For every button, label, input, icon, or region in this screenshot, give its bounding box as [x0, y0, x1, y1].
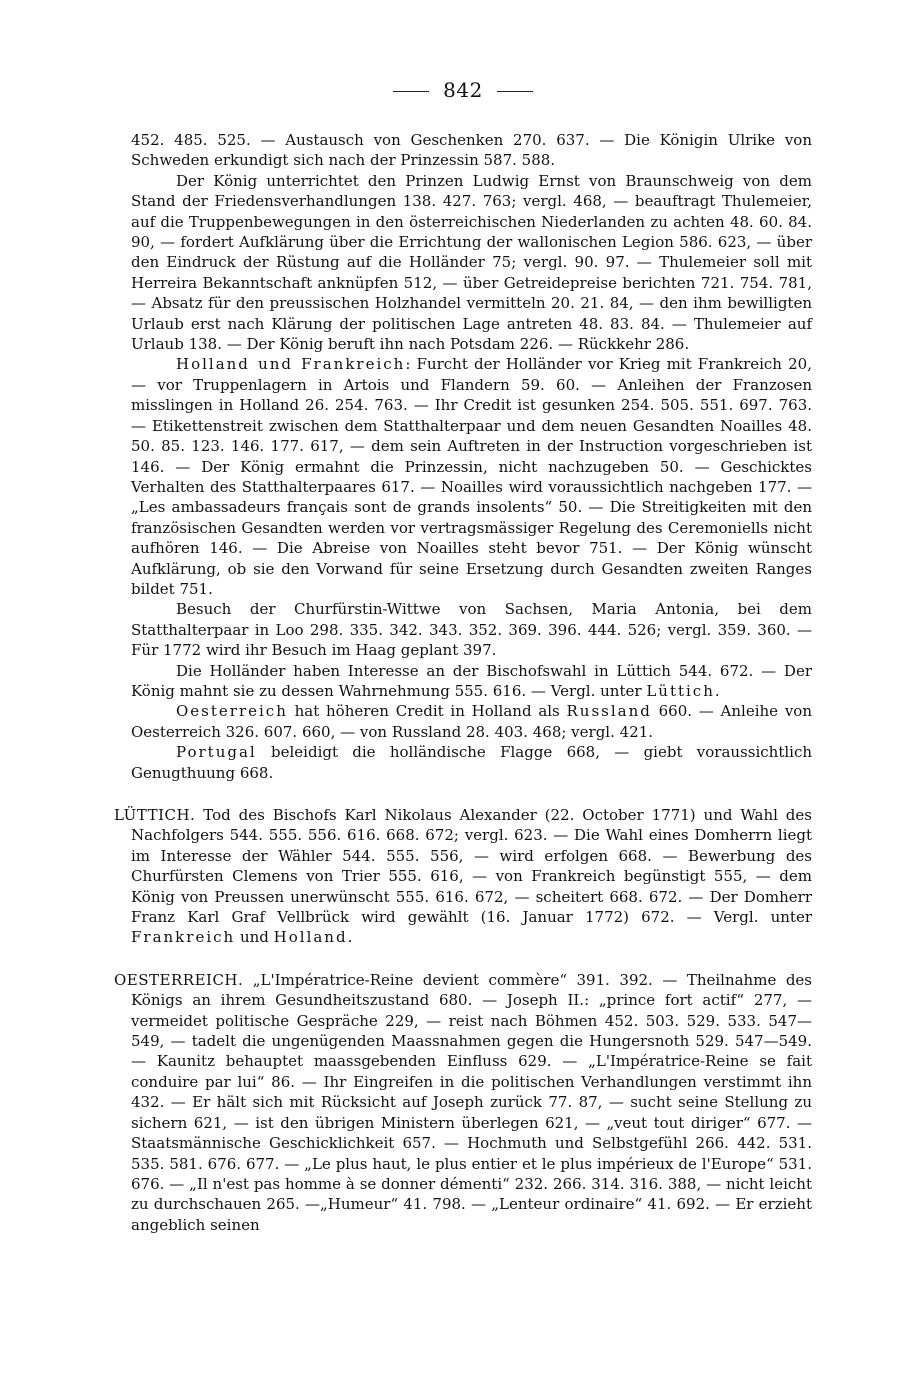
subheading-spaced: Portugal — [176, 743, 257, 762]
paragraph-text: . — [714, 681, 720, 700]
paragraph-text: Die Holländer haben Interesse an der Bischofswahl in Lüttich 544. 672. — Der König mahnt sie zu dessen Wahrnehmung 555. 616. — Vergl. unter — [131, 661, 812, 700]
paragraph — [114, 742, 812, 783]
book-page — [114, 78, 812, 1257]
paragraph — [114, 701, 812, 742]
cross-reference: Frankreich — [131, 928, 236, 947]
paragraph-text: Besuch der Churfürstin-Wittwe von Sachsen, Maria Antonia, bei dem Statthalterpaar in Loo 298. 335. 342. 343. 352. 369. 396. 444. 526; vergl. 359. 360. — Für 1772 wird ihr Besuch im Haag geplant 397. — [131, 600, 812, 660]
subheading-spaced: Oesterreich — [176, 702, 288, 721]
paragraph — [114, 171, 812, 355]
index-entry-holland-continued — [114, 130, 812, 783]
paragraph-text: 660. — Anleihe von Oesterreich 326. 607. 660, — von Russland 28. 403. 468; vergl. 421. — [131, 702, 812, 741]
paragraph-text: „L'Impératrice-Reine devient commère“ 391. 392. — Theilnahme des Königs an ihrem Gesundheitszustand 680. — Joseph II.: „prince fort actif“ 277, — vermeidet politische Gespräche 229, — reist nach Böhmen 452. 503. 529. 533. 547—549, — tadelt die ungenügenden Maassnahmen gegen die Hungersnoth 529. 547—549. — Kaunitz behauptet maassgebenden Einfluss 629. — „L'Impératrice-Reine se fait conduire par lui“ 86. — Ihr Eingreifen in die politischen Verhandlungen verstimmt ihn 432. — Er hält sich mit Rücksicht auf Joseph zurück 77. 87, — sucht seine Stellung zu sichern 621, — ist den übrigen Ministern überlegen 621, — „veut tout diriger“ 677. — Staatsmännische Geschicklichkeit 657. — Hochmuth und Selbstgefühl 266. 442. 531. 535. 581. 676. 677. — „Le plus haut, le plus entier et le plus impérieux de l'Europe“ 531. 676. — „Il n'est pas homme à se donner démenti“ 232. 266. 314. 316. 388, — nicht leicht zu durchschauen 265. —„Humeur“ 41. 798. — „Lenteur ordinaire“ 41. 692. — Er erzieht angeblich seinen — [131, 970, 812, 1234]
header-rule-left — [393, 91, 429, 92]
paragraph-text: beleidigt die holländische Flagge 668, — giebt voraussichtlich Genugthuung 668. — [131, 743, 812, 782]
cross-reference: Holland — [273, 928, 348, 947]
paragraph — [114, 599, 812, 660]
paragraph-text: und — [235, 928, 274, 947]
paragraph-text: Der König unterrichtet den Prinzen Ludwig Ernst von Braunschweig von dem Stand der Friedensverhandlungen 138. 427. 763; vergl. 468, — beauftragt Thulemeier, auf die Truppenbewegungen in den österreichischen Niederlanden zu achten 48. 60. 84. 90, — fordert Aufklärung über die Errichtung der wallonischen Legion 586. 623, — über den Eindruck der Rüstung auf die Holländer 75; vergl. 90. 97. — Thulemeier soll mit Herreira Bekanntschaft anknüpfen 512, — über Getreidepreise berichten 721. 754. 781, — Absatz für den preussischen Holzhandel vermitteln 20. 21. 84, — den ihm bewilligten Urlaub erst nach Klärung der politischen Lage antreten 48. 83. 84. — Thulemeier auf Urlaub 138. — Der König beruft ihn nach Potsdam 226. — Rückkehr 286. — [131, 171, 812, 354]
paragraph — [114, 661, 812, 702]
page-number: 842 — [443, 78, 483, 102]
entry-heading: OESTERREICH. — [114, 970, 244, 989]
index-entry-oesterreich — [114, 970, 812, 1235]
entry-heading: LÜTTICH. — [114, 806, 196, 824]
subheading-spaced: Holland und Frankreich — [176, 355, 406, 374]
paragraph-text: . — [347, 928, 353, 947]
paragraph-text: Tod des Bischofs Karl Nikolaus Alexander (22. October 1771) und Wahl des Nachfolgers 544. 555. 556. 616. 668. 672; vergl. 623. — Die Wahl eines Domherrn liegt im Interesse der Wähler 544. 555. 556, — wird erfolgen 668. — Bewerbung des Churfürsten Clemens von Trier 555. 616, — von Frankreich begünstigt 555, — dem König von Preussen unerwünscht 555. 616. 672, — scheitert 668. 672. — Der Domherr Franz Karl Graf Vellbrück wird gewählt (16. Januar 1772) 672. — Vergl. unter — [131, 806, 812, 927]
paragraph-text: : Furcht der Holländer vor Krieg mit Frankreich 20, — vor Truppenlagern in Artois und Flandern 59. 60. — Anleihen der Franzosen misslingen in Holland 26. 254. 763. — Ihr Credit ist gesunken 254. 505. 551. 697. 763. — Etikettenstreit zwischen dem Statthalterpaar und dem neuen Gesandten Noailles 48. 50. 85. 123. 146. 177. 617, — dem sein Auftreten in der Instruction vorgeschrieben ist 146. — Der König ermahnt die Prinzessin, nicht nachzugeben 50. — Geschicktes Verhalten des Statthalterpaares 617. — Noailles wird voraussichtlich nachgeben 177. — „Les ambassadeurs français sont de grands insolents“ 50. — Die Streitigkeiten mit den französischen Gesandten werden vor vertragsmässiger Regelung des Ceremoniells nicht aufhören 146. — Die Abreise von Noailles steht bevor 751. — Der König wünscht Aufklärung, ob sie den Vorwand für seine Ersetzung durch Gesandten zweiten Ranges bildet 751. — [131, 355, 812, 598]
index-entry-luettich — [114, 805, 812, 948]
paragraph — [114, 354, 812, 599]
paragraph-text: hat höheren Credit in Holland als — [287, 702, 567, 721]
cross-reference: Lüttich — [646, 681, 715, 700]
header-rule-right — [497, 91, 533, 92]
page-header — [114, 78, 812, 102]
paragraph-text: 452. 485. 525. — Austausch von Geschenken 270. 637. — Die Königin Ulrike von Schweden erkundigt sich nach der Prinzessin 587. 588. — [131, 131, 812, 170]
subheading-spaced: Russland — [566, 702, 652, 721]
paragraph — [114, 130, 812, 171]
paragraph — [114, 805, 812, 948]
paragraph — [114, 970, 812, 1235]
